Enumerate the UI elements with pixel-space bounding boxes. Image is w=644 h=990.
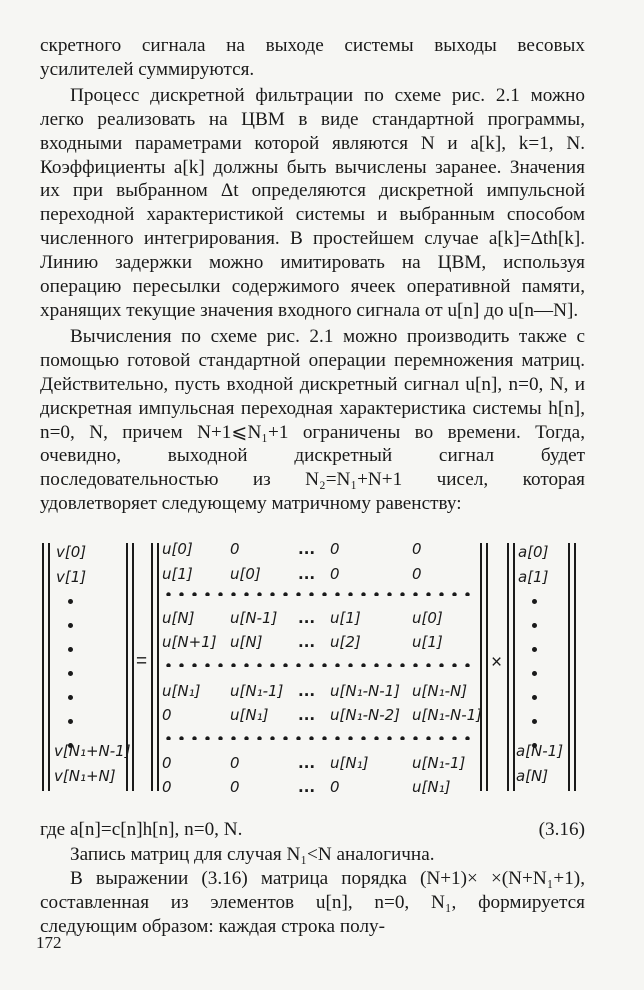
matrix-cell: u[N₁-N-1]: [330, 682, 401, 700]
matrix-cell: 0: [230, 778, 240, 796]
matrix-cell: u[N₁-N]: [412, 682, 468, 700]
left-vector-bar-1: [42, 543, 44, 791]
matrix-bar-4: [486, 543, 488, 791]
left-vector-bar-4: [132, 543, 134, 791]
matrix-cell: ...: [298, 565, 316, 583]
right-vector-entry: a[N]: [516, 767, 549, 785]
paragraph-1: Процесс дискретной фильтрации по схеме рис. 2.1 можно легко реализовать на ЦВМ в виде стандартной программы, входными параметрами которой являются N и a[k], k=1, N. Коэффициенты a[k] должны быть вычислены заранее. Значения их при выбранном Δt определяются дискретной импульсной переходной характеристикой системы и выбранным способом численного интегрирования. В простейшем случае a[k]=Δth[k]. Линию задержки можно имитировать на ЦВМ, используя операцию пересылки содержимого ячеек оперативной памяти, хранящих текущие значения входного сигнала от u[n] до u[n—N].: [40, 84, 585, 321]
paragraph-4: В выражении (3.16) матрица порядка (N+1)× ×(N+N₁+1), составленная из элементов u[n], n=0, N₁, формируется следующим образом: каждая строка полу-: [40, 867, 585, 937]
left-vector-entry: v[0]: [56, 543, 87, 561]
matrix-cell: u[N+1]: [162, 633, 217, 651]
matrix-cell: ...: [298, 609, 316, 627]
right-vector-entry: a[N-1]: [516, 742, 564, 760]
times-sign: ×: [491, 652, 503, 673]
left-vector-bar-2: [48, 543, 50, 791]
matrix-cell: 0: [330, 778, 340, 796]
matrix-cell: ...: [298, 682, 316, 700]
matrix-cell: 0: [230, 540, 240, 558]
paragraph-3: Запись матриц для случая N₁<N аналогична.: [70, 844, 435, 865]
matrix-cell: ...: [298, 706, 316, 724]
matrix-bar-3: [480, 543, 482, 791]
text-line-top: скретного сигнала на выходе системы выходы весовых усилителей суммируются.: [40, 35, 585, 80]
right-vector-entry: a[0]: [518, 543, 549, 561]
right-vector-bar-4: [574, 543, 576, 791]
matrix-cell: u[1]: [162, 565, 193, 583]
matrix-cell: u[1]: [412, 633, 443, 651]
matrix-cell: u[N₁]: [230, 706, 269, 724]
right-vector-bar-3: [568, 543, 570, 791]
paragraph-2: Вычисления по схеме рис. 2.1 можно производить также с помощью готовой стандартной операции перемножения матриц. Действительно, пусть входной дискретный сигнал u[n], n=0, N, и дискретная импульсная переходная характеристика системы h[n], n=0, N, причем N+1⩽N₁+1 ограничены во времени. Тогда, очевидно, выходной дискретный сигнал будет последовательностью из N₂=N₁+N+1 чисел, которая удовлетворяет следующему матричному равенству:: [40, 325, 585, 515]
matrix-bar-1: [151, 543, 153, 791]
left-vector-entry: v[N₁+N-1]: [54, 742, 131, 760]
matrix-dotted-row: [162, 663, 474, 667]
page-body-after-equation: [40, 843, 585, 939]
equals-sign: =: [136, 651, 148, 672]
page-number: 172: [36, 933, 62, 952]
right-vector-bar-1: [507, 543, 509, 791]
matrix-cell: 0: [162, 778, 172, 796]
matrix-cell: u[N]: [162, 609, 195, 627]
matrix-cell: u[N₁-1]: [412, 754, 466, 772]
matrix-cell: u[2]: [330, 633, 361, 651]
matrix-cell: ...: [298, 633, 316, 651]
matrix-cell: 0: [230, 754, 240, 772]
matrix-cell: u[N]: [230, 633, 263, 651]
matrix-bar-2: [157, 543, 159, 791]
matrix-cell: u[0]: [230, 565, 261, 583]
right-vector-bar-2: [513, 543, 515, 791]
equation-caption-line: [40, 818, 585, 842]
page-body: [40, 34, 585, 516]
matrix-cell: 0: [412, 565, 422, 583]
matrix-cell: u[0]: [162, 540, 193, 558]
matrix-cell: u[1]: [330, 609, 361, 627]
matrix-cell: ...: [298, 540, 316, 558]
matrix-equation: [40, 535, 590, 797]
matrix-cell: u[N₁]: [412, 778, 451, 796]
right-vector-entry: a[1]: [518, 568, 549, 586]
matrix-dotted-row: [162, 736, 474, 740]
matrix-cell: 0: [330, 540, 340, 558]
matrix-dotted-row: [162, 592, 474, 596]
matrix-cell: u[N₁-1]: [230, 682, 284, 700]
matrix-cell: u[N₁-N-1]: [412, 706, 483, 724]
left-vector-entry: v[N₁+N]: [54, 767, 116, 785]
matrix-cell: 0: [162, 754, 172, 772]
matrix-cell: ...: [298, 754, 316, 772]
matrix-cell: u[N₁-N-2]: [330, 706, 401, 724]
matrix-cell: ...: [298, 778, 316, 796]
equation-number: (3.16): [538, 819, 585, 840]
matrix-cell: u[N₁]: [330, 754, 369, 772]
matrix-cell: 0: [162, 706, 172, 724]
matrix-cell: u[N-1]: [230, 609, 278, 627]
left-vector-entry: v[1]: [56, 568, 87, 586]
matrix-cell: u[0]: [412, 609, 443, 627]
matrix-cell: 0: [330, 565, 340, 583]
matrix-cell: 0: [412, 540, 422, 558]
matrix-cell: u[N₁]: [162, 682, 201, 700]
equation-caption: где a[n]=c[n]h[n], n=0, N.: [40, 819, 243, 840]
